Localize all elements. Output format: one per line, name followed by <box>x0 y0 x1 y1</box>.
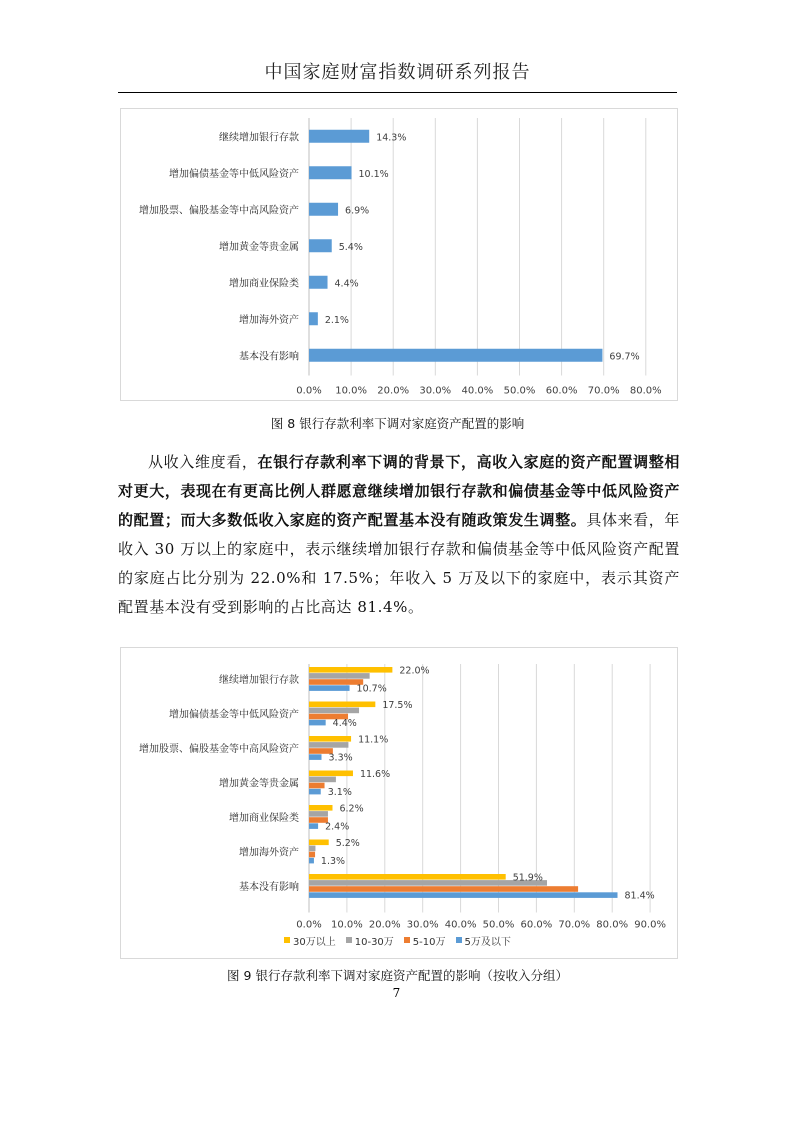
bar <box>309 673 370 679</box>
bar <box>309 702 375 708</box>
bar <box>309 754 322 760</box>
data-label: 69.7% <box>609 351 640 363</box>
bar <box>309 771 353 777</box>
x-tick-label: 0.0% <box>296 385 322 397</box>
data-label: 1.3% <box>320 856 346 868</box>
bar <box>309 736 351 742</box>
data-label: 10.1% <box>358 168 389 180</box>
bar <box>309 312 318 325</box>
x-tick-label: 20.0% <box>377 385 410 397</box>
bar <box>309 880 547 886</box>
x-tick-label: 90.0% <box>634 919 666 931</box>
bar <box>309 720 326 726</box>
bar <box>309 805 332 811</box>
data-label: 3.3% <box>328 752 353 764</box>
page-number: 7 <box>392 986 401 1000</box>
data-label: 11.6% <box>359 768 391 780</box>
bar <box>309 685 350 691</box>
y-category-label: 继续增加银行存款 <box>219 675 299 687</box>
bar <box>309 789 321 795</box>
data-label: 6.9% <box>345 205 370 217</box>
data-label: 5.4% <box>338 241 363 253</box>
x-tick-label: 50.0% <box>503 385 536 397</box>
figure-9-caption: 图 9 银行存款利率下调对家庭资产配置的影响（按收入分组） <box>227 968 568 983</box>
figure-8-caption: 图 8 银行存款利率下调对家庭资产配置的影响 <box>270 416 525 431</box>
y-category-label: 增加海外资产 <box>239 314 299 326</box>
legend-item <box>456 933 511 948</box>
data-label: 22.0% <box>399 665 430 677</box>
paragraph-lead: 从收入维度看， <box>148 453 258 471</box>
bar <box>309 276 328 289</box>
x-tick-label: 60.0% <box>520 919 553 931</box>
x-tick-label: 40.0% <box>461 385 494 397</box>
chart-figure-8 <box>121 109 677 400</box>
header-rule <box>118 92 677 93</box>
chart-frame-figure-9 <box>120 647 678 959</box>
x-tick-label: 20.0% <box>368 919 401 931</box>
running-header: 中国家庭财富指数调研系列报告 <box>264 62 531 83</box>
data-label: 17.5% <box>382 699 413 711</box>
y-category-label: 增加偏债基金等中低风险资产 <box>169 709 299 721</box>
bar <box>309 777 336 783</box>
bar <box>309 783 325 789</box>
x-tick-label: 30.0% <box>406 919 439 931</box>
bar <box>309 852 315 858</box>
paragraph-bold: 在银行存款利率下调的背景下，高收入家庭的资产配置调整相对更大，表现在有更高比例人群愿意继续增加银行存款和偏债基金等中低风险资产的配置；而大多数低收入家庭的资产配置基本没有随政策发生调整。 <box>118 453 681 529</box>
data-label: 2.1% <box>324 314 349 326</box>
x-tick-label: 70.0% <box>587 385 620 397</box>
bar <box>309 166 352 179</box>
x-tick-label: 70.0% <box>558 919 591 931</box>
bar <box>309 203 338 216</box>
x-tick-label: 30.0% <box>419 385 452 397</box>
body-paragraph <box>118 448 680 622</box>
bar <box>309 886 578 892</box>
bar <box>309 667 392 673</box>
data-label: 5.2% <box>335 837 360 849</box>
y-category-label: 增加股票、偏股基金等中高风险资产 <box>139 744 299 756</box>
bar <box>309 892 618 898</box>
bar <box>309 846 315 852</box>
y-category-label: 增加偏债基金等中低风险资产 <box>169 168 299 180</box>
legend-label: 30万以上 <box>293 936 336 948</box>
y-category-label: 基本没有影响 <box>239 882 299 894</box>
bar <box>309 349 602 362</box>
legend-item <box>346 933 394 948</box>
y-category-label: 增加股票、偏股基金等中高风险资产 <box>139 205 299 217</box>
x-tick-label: 80.0% <box>596 919 629 931</box>
bar <box>309 742 348 748</box>
x-tick-label: 10.0% <box>335 385 367 397</box>
chart-frame-figure-8 <box>120 108 678 401</box>
y-category-label: 增加商业保险类 <box>229 278 299 290</box>
legend-swatch <box>284 937 290 943</box>
legend-label: 5-10万 <box>412 936 446 948</box>
bar <box>309 823 318 829</box>
bar <box>309 679 363 685</box>
x-tick-label: 60.0% <box>545 385 578 397</box>
data-label: 3.1% <box>327 787 352 799</box>
bar <box>309 858 314 864</box>
x-tick-label: 80.0% <box>629 385 662 397</box>
chart-figure-9 <box>121 648 677 958</box>
y-category-label: 增加海外资产 <box>239 847 299 859</box>
bar <box>309 708 359 714</box>
legend-swatch <box>346 937 352 943</box>
data-label: 51.9% <box>512 872 543 884</box>
paragraph-rest: 具体来看，年收入 30 万以上的家庭中，表示继续增加银行存款和偏债基金等中低风险资产配置的家庭占比分别为 22.0%和 17.5%；年收入 5 万及以下的家庭中，表示其资产配置基本没有受到影响的占比高达 81.4%。 <box>118 511 680 616</box>
data-label: 10.7% <box>356 683 387 695</box>
legend-label: 5万及以下 <box>464 936 511 948</box>
y-category-label: 增加黄金等贵金属 <box>219 778 299 790</box>
data-label: 2.4% <box>325 821 350 833</box>
x-tick-label: 10.0% <box>331 919 363 931</box>
bar <box>309 811 328 817</box>
legend-item <box>284 933 336 948</box>
data-label: 4.4% <box>332 718 357 730</box>
x-tick-label: 0.0% <box>296 919 322 931</box>
x-tick-label: 40.0% <box>444 919 477 931</box>
data-label: 6.2% <box>339 803 364 815</box>
bar <box>309 130 369 143</box>
legend-item <box>404 933 446 948</box>
legend-label: 10-30万 <box>354 936 394 948</box>
y-category-label: 增加商业保险类 <box>229 813 299 825</box>
y-category-label: 继续增加银行存款 <box>219 132 299 144</box>
bar <box>309 840 329 846</box>
y-category-label: 增加黄金等贵金属 <box>219 241 299 253</box>
bar <box>309 874 506 880</box>
legend-swatch <box>404 937 410 943</box>
data-label: 11.1% <box>358 734 389 746</box>
x-tick-label: 50.0% <box>482 919 515 931</box>
legend-swatch <box>456 937 462 943</box>
chart-legend <box>284 932 511 948</box>
bar <box>309 239 332 252</box>
data-label: 14.3% <box>376 132 407 144</box>
y-category-label: 基本没有影响 <box>239 351 299 363</box>
data-label: 81.4% <box>624 890 655 902</box>
data-label: 4.4% <box>334 278 359 290</box>
